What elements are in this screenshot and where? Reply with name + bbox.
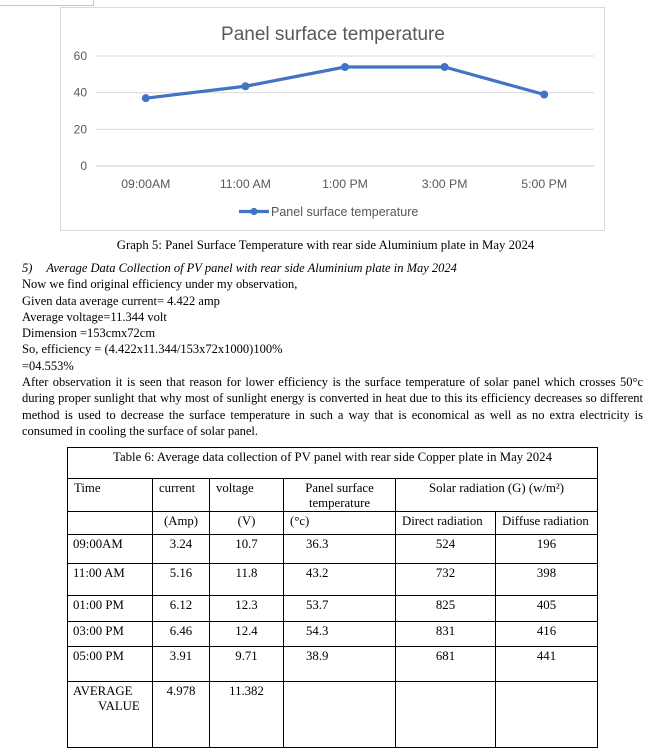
y-tick-label: 60 <box>73 49 87 63</box>
table-cell: 10.7 <box>210 535 284 564</box>
table-cell: 12.4 <box>210 622 284 647</box>
text-line: So, efficiency = (4.422x11.344/153x72x1000)100% <box>22 342 283 357</box>
col-header-solar-radiation: Solar radiation (G) (w/m²) <box>396 479 598 512</box>
y-tick-label: 40 <box>73 85 87 100</box>
units-panel-temp: (°c) <box>284 512 396 535</box>
chart-gridlines <box>96 56 594 166</box>
table-cell: 825 <box>396 596 496 622</box>
units-voltage: (V) <box>210 512 284 535</box>
table-cell: 36.3 <box>284 535 396 564</box>
chart-legend <box>239 205 418 219</box>
text-line: Dimension =153cmx72cm <box>22 326 156 341</box>
table-cell: 4.978 <box>153 682 210 748</box>
units-time <box>68 512 153 535</box>
units-direct-radiation: Direct radiation <box>396 512 496 535</box>
table-cell: 03:00 PM <box>68 622 153 647</box>
data-point <box>142 94 150 102</box>
table-cell: 524 <box>396 535 496 564</box>
section-heading <box>22 260 643 276</box>
line-chart <box>61 8 604 230</box>
table-cell: 9.71 <box>210 647 284 682</box>
copper-plate-data-table <box>67 447 598 748</box>
cropped-box-fragment <box>0 0 94 6</box>
table-cell: 11.382 <box>210 682 284 748</box>
table-row <box>68 647 598 682</box>
units-diffuse-radiation: Diffuse radiation <box>496 512 598 535</box>
table-row <box>68 596 598 622</box>
table-header-row <box>68 479 598 512</box>
y-tick-label: 20 <box>73 122 87 137</box>
data-point <box>241 82 249 90</box>
chart-title: Panel surface temperature <box>221 24 445 45</box>
col-header-voltage: voltage <box>210 479 284 512</box>
table-row <box>68 682 598 748</box>
table-units-row <box>68 512 598 535</box>
col-header-time: Time <box>68 479 153 512</box>
table-cell: 196 <box>496 535 598 564</box>
table-cell: 405 <box>496 596 598 622</box>
table-cell: 01:00 PM <box>68 596 153 622</box>
x-axis-labels <box>121 177 567 191</box>
col-header-current: current <box>153 479 210 512</box>
table-cell: 43.2 <box>284 564 396 596</box>
series-polyline <box>146 67 544 98</box>
panel-temperature-chart <box>60 7 605 231</box>
table-cell: 3.24 <box>153 535 210 564</box>
x-axis-label: 09:00AM <box>121 177 171 191</box>
table-cell: 441 <box>496 647 598 682</box>
table-title-row <box>68 448 598 479</box>
table-cell: 12.3 <box>210 596 284 622</box>
legend-point-marker <box>250 208 257 215</box>
observation-paragraph: After observation it is seen that reason for lower efficiency is the surface temperature of solar panel which crosses 50°c during proper sunlight that why most of sunlight energy is converted in heat due to this its efficiency decreases so different method is used to decrease the surface temperature in such a way that is economical as well as no extra electricity is consumed in cooling the surface of solar panel. <box>22 375 643 438</box>
y-tick-label: 0 <box>80 159 87 173</box>
table-title: Table 6: Average data collection of PV panel with rear side Copper plate in May 2024 <box>68 448 598 479</box>
table-cell <box>396 682 496 748</box>
table-cell <box>496 682 598 748</box>
table-row <box>68 564 598 596</box>
table-cell: 11.8 <box>210 564 284 596</box>
units-current: (Amp) <box>153 512 210 535</box>
x-axis-label: 5:00 PM <box>521 177 568 191</box>
table-cell: 11:00 AM <box>68 564 153 596</box>
x-axis-label: 3:00 PM <box>421 177 468 191</box>
table-cell: 05:00 PM <box>68 647 153 682</box>
table-cell: 09:00AM <box>68 535 153 564</box>
graph-caption: Graph 5: Panel Surface Temperature with rear side Aluminium plate in May 2024 <box>116 238 535 252</box>
data-point <box>540 91 548 99</box>
body-text-block <box>22 260 643 439</box>
section-number: 5) <box>22 261 33 275</box>
table-cell: 6.12 <box>153 596 210 622</box>
table-cell: 416 <box>496 622 598 647</box>
table-cell: AVERAGE VALUE <box>68 682 153 748</box>
table-cell: 681 <box>396 647 496 682</box>
temperature-series-line <box>142 63 548 102</box>
table-cell: 38.9 <box>284 647 396 682</box>
table-cell: 5.16 <box>153 564 210 596</box>
table-row <box>68 535 598 564</box>
table-cell <box>284 682 396 748</box>
table-cell: 53.7 <box>284 596 396 622</box>
data-point <box>441 63 449 71</box>
table-cell: 831 <box>396 622 496 647</box>
x-axis-label: 11:00 AM <box>219 177 271 191</box>
text-line: Now we find original efficiency under my observation, <box>22 277 298 292</box>
x-axis-label: 1:00 PM <box>322 177 368 191</box>
table-cell: 398 <box>496 564 598 596</box>
data-point <box>341 63 349 71</box>
col-header-panel-temp: Panel surface temperature <box>284 479 396 512</box>
table-cell: 6.46 <box>153 622 210 647</box>
text-line: =04.553% <box>22 358 74 373</box>
table-row <box>68 622 598 647</box>
table-cell: 54.3 <box>284 622 396 647</box>
legend-label: Panel surface temperature <box>271 205 419 219</box>
table-cell: 732 <box>396 564 496 596</box>
text-line: Average voltage=11.344 volt <box>22 309 167 324</box>
table-cell: 3.91 <box>153 647 210 682</box>
section-heading-text: Average Data Collection of PV panel with rear side Aluminium plate in May 2024 <box>46 261 457 275</box>
text-line: Given data average current= 4.422 amp <box>22 293 220 308</box>
y-axis-tick-labels <box>74 49 88 173</box>
